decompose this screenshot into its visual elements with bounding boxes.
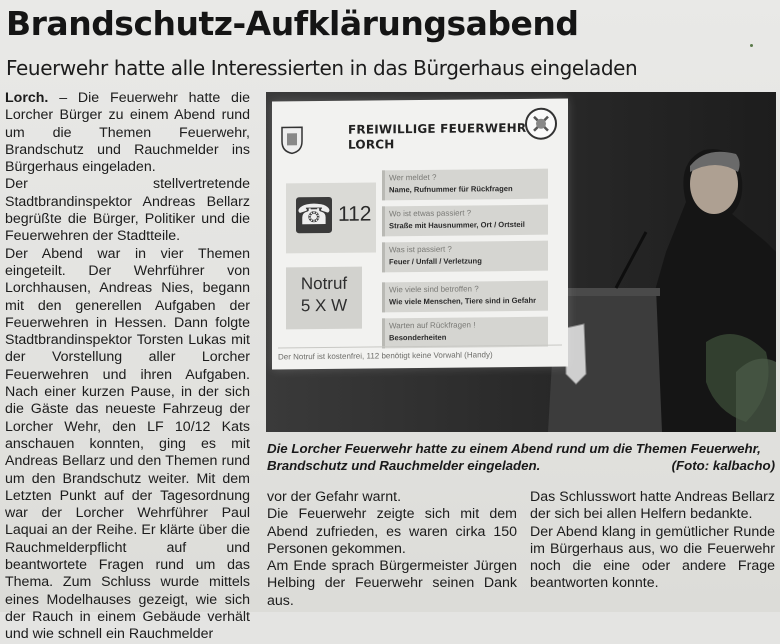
slide-title	[348, 121, 526, 153]
slide-answer: Wie viele Menschen, Tiere sind in Gefahr	[389, 295, 537, 307]
slide-title-line: LORCH	[348, 137, 395, 152]
slide-question-box	[382, 281, 548, 313]
article-paragraph: Am Ende sprach Bürgermeister Jürgen Helbing der Feuerwehr seinen Dank aus.	[267, 558, 517, 609]
article-paragraph: Der Abend war in vier Themen eingeteilt. Der Wehrführer von Lorchhausen, Andreas Nies, begann mit den generellen Aufgaben der Feuerwehren in Hessen. Dann folgte Stadtbrandinspektor Torsten Lukas mit der Vorstellung aller Lorcher Feuerwehren und ihren Aufgaben. Nach einer kurzen Pause, in der sich die Gäste das neueste Fahrzeug der Lorcher Wehr, den LF 10/12 Kats anschauen konnten, ging es mit Andreas Bellarz und den Themen rund um den Brandschutz weiter. Mit dem Letzten Punkt auf der Tagesordnung war der Lorcher Wehrführer Paul Laquai an der Reihe. Er klärte über die Rauchmelderpflicht auf und beantwortete Fragen rund um das Thema. Zum Schluss wurde mittels eines Modelhauses gezeigt, wie sich der Rauch in einem Gebäude verhält und wie schnell ein Rauchmelder	[5, 245, 250, 643]
slide-answer: Straße mit Hausnummer, Ort / Ortsteil	[389, 219, 525, 231]
article-column-2	[267, 489, 517, 610]
slide-question: Wie viele sind betroffen ?	[389, 284, 479, 295]
slide-footer: Der Notruf ist kostenfrei, 112 benötigt keine Vorwahl (Handy)	[278, 345, 562, 362]
slide-question-box	[382, 169, 548, 201]
notruf-label: Notruf	[300, 273, 348, 294]
notruf-subtitle: 5 X W	[300, 295, 348, 316]
microphone-icon	[616, 232, 646, 288]
slide-title-line: FREIWILLIGE FEUERWEHR	[348, 120, 527, 137]
article-paragraph: Das Schlusswort hatte Andreas Bellarz der sich bei allen Helfern bedankte.	[530, 489, 775, 523]
lectern-crest-icon	[566, 324, 586, 384]
article-lead-text: – Die Feuerwehr hatte die Lorcher Bürger zu einem Abend rund um die Themen Feuerwehr, Brandschutz und Rauchmelder ins Bürgerhaus eingeladen.	[5, 90, 250, 176]
emergency-number-box	[286, 182, 376, 253]
article-paragraph: Die Feuerwehr zeigte sich mit dem Abend zufrieden, es waren cirka 150 Personen gekommen.	[267, 506, 517, 557]
article-paragraph	[5, 90, 250, 176]
slide-question-box	[382, 317, 548, 349]
article-location: Lorch.	[5, 90, 49, 106]
telephone-icon: ☎	[296, 197, 332, 233]
slide-question-box	[382, 205, 548, 237]
article-paragraph: Der Abend klang in gemütlicher Runde im Bürgerhaus aus, wo die Feuerwehr noch die eine oder andere Frage beantworten konnte.	[530, 523, 775, 592]
lectern-top	[556, 288, 660, 296]
article-photo	[266, 92, 776, 432]
article-subheadline: Feuerwehr hatte alle Interessierten in das Bürgerhaus eingeladen	[6, 56, 638, 80]
fire-brigade-emblem-icon	[524, 107, 558, 141]
article-paragraph: Der stellvertretende Stadtbrandinspektor Andreas Bellarz begrüßte die Bürger, Politiker und die Feuerwehren der Stadtteile.	[5, 176, 250, 245]
slide-answer: Feuer / Unfall / Verletzung	[389, 256, 482, 267]
slide-question: Warten auf Rückfragen !	[389, 320, 476, 331]
article-paragraph: vor der Gefahr warnt.	[267, 489, 402, 505]
photo-credit: (Foto: kalbacho)	[671, 458, 775, 473]
print-speck	[750, 44, 753, 47]
slide-question-box	[382, 241, 548, 273]
slide-answer: Name, Rufnummer für Rückfragen	[389, 184, 513, 195]
emergency-number: 112	[338, 202, 372, 226]
slide-question: Was ist passiert ?	[389, 244, 452, 255]
lorch-crest-icon	[280, 125, 304, 155]
photo-caption	[267, 440, 775, 474]
slide-answer: Besonderheiten	[389, 332, 447, 343]
projection-slide	[272, 98, 568, 369]
photo-caption-text: Die Lorcher Feuerwehr hatte zu einem Abend rund um die Themen Feuerwehr, Brandschutz und Rauchmelder eingeladen.	[267, 441, 761, 473]
plant-decoration	[736, 359, 776, 432]
notruf-box	[286, 267, 362, 330]
slide-question: Wo ist etwas passiert ?	[389, 208, 472, 219]
article-column-3	[530, 489, 775, 593]
article-headline: Brandschutz-Aufklärungsabend	[6, 4, 579, 43]
slide-question: Wer meldet ?	[389, 172, 437, 183]
article-column-1	[5, 90, 250, 644]
